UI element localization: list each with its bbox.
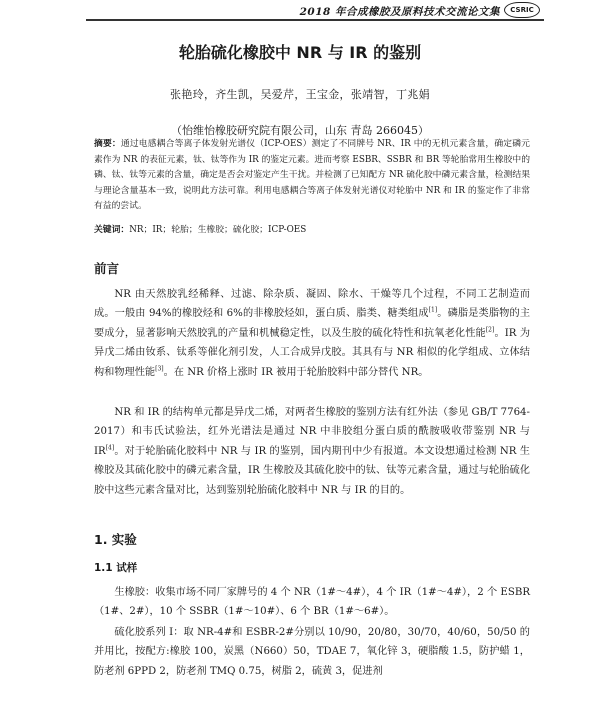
abstract [94, 137, 530, 215]
subsection-heading-samples: 1.1 试样 [94, 562, 138, 574]
intro-p1-text-a: NR 由天然胶乳经稀释、过滤、除杂质、凝固、除水、干燥等几个过程，不同工艺制造而成。一般由 94%的橡胶烃和 6%的非橡胶烃如，蛋白质、脂类、糖类组成 [94, 289, 530, 320]
citation-ref: [3] [155, 365, 164, 373]
affiliation: （怡维怡橡胶研究院有限公司，山东 青岛 266045） [171, 124, 429, 137]
section-heading-intro: 前言 [94, 261, 120, 276]
abstract-label: 摘要： [94, 139, 121, 149]
intro-paragraph-2 [94, 403, 530, 500]
running-header [0, 0, 600, 26]
section-heading-experiment: 1. 实验 [94, 532, 137, 547]
running-title: 2018 年合成橡胶及原料技术交流论文集 [299, 6, 500, 18]
abstract-text: 通过电感耦合等离子体发射光谱仪（ICP-OES）测定了不同牌号 NR、IR 中的无机元素含量，确定磷元素作为 NR 的表征元素，钛、钛等作为 IR 的鉴定元素。进而考察 ESBR、SSBR 和 BR 等轮胎常用生橡胶中的磷、钛、钛等元素的含量，确定是否会对鉴定产生干扰。并检测了已知配方 NR 硫化胶中磷元素含量，检测结果与理论含量基本一致，说明此方法可靠。利用电感耦合等离子体发射光谱仪对轮胎中 NR 和 IR 的鉴定作了非常有益的尝试。 [94, 139, 530, 212]
intro-paragraph-1 [94, 285, 530, 382]
paper-title: 轮胎硫化橡胶中 NR 与 IR 的鉴别 [178, 43, 422, 62]
intro-p1-text-d: 。在 NR 价格上涨时 IR 被用于轮胎胶料中部分替代 NR。 [163, 366, 429, 378]
keywords-label: 关键词： [94, 225, 130, 235]
intro-p1-text-c: 。IR 为异戊二烯由钕系、钛系等催化剂引发，人工合成异戊胶。其具有与 NR 相似的化学组成、立体结构和物理性能 [94, 327, 531, 378]
keywords [94, 222, 530, 235]
citation-ref: [2] [485, 326, 495, 334]
publisher-logo: CSRIC [504, 2, 540, 18]
intro-p1-text-b: 。磷脂是类脂物的主要成分，显著影响天然胶乳的产量和机械稳定性，以及生胶的硫化特性和抗氧老化性能 [94, 308, 531, 339]
citation-ref: [1] [428, 307, 438, 315]
vulcanizate-paragraph: 硫化胶系列 I：取 NR-4#和 ESBR-2#分别以 10/90，20/80，30/70，40/60，50/50 的并用比，按配方:橡胶 100，炭黑（N660）50，TDAE 7，氧化锌 3，硬脂酸 1.5，防护蜡 1，防老剂 6PPD 2，防老剂 TMQ 0.75，树脂 2，硫黄 3，促进剂 [94, 627, 530, 677]
citation-ref: [4] [105, 444, 115, 452]
author-list: 张艳玲，齐生凯，吴爱芹，王宝金，张靖智，丁兆娟 [170, 88, 430, 101]
keywords-text: NR；IR；轮胎；生橡胶；硫化胶；ICP-OES [129, 225, 307, 235]
samples-paragraph: 生橡胶：收集市场不同厂家牌号的 4 个 NR（1#～4#），4 个 IR（1#～4#），2 个 ESBR（1#、2#），10 个 SSBR（1#～10#）、6 个 BR（1#～6#）。 [94, 587, 530, 618]
intro-p2-text-b: 。对于轮胎硫化胶料中 NR 与 IR 的鉴别，国内期刊中少有报道。本文设想通过检测 NR 生橡胶及其硫化胶中的磷元素含量，IR 生橡胶及其硫化胶中的钛、钛等元素含量，通过与轮胎硫化胶中这些元素含量对比，达到鉴别轮胎硫化胶料中 NR 与 IR 的目的。 [94, 445, 530, 496]
intro-p2-text-a: NR 和 IR 的结构单元都是异戊二烯，对两者生橡胶的鉴别方法有红外法（参见 GB/T 7764-2017）和韦氏试验法，红外光谱法是通过 NR 中非胶组分蛋白质的酰胺吸收带鉴别 NR 与 IR [94, 407, 530, 457]
header-rule [86, 19, 544, 21]
